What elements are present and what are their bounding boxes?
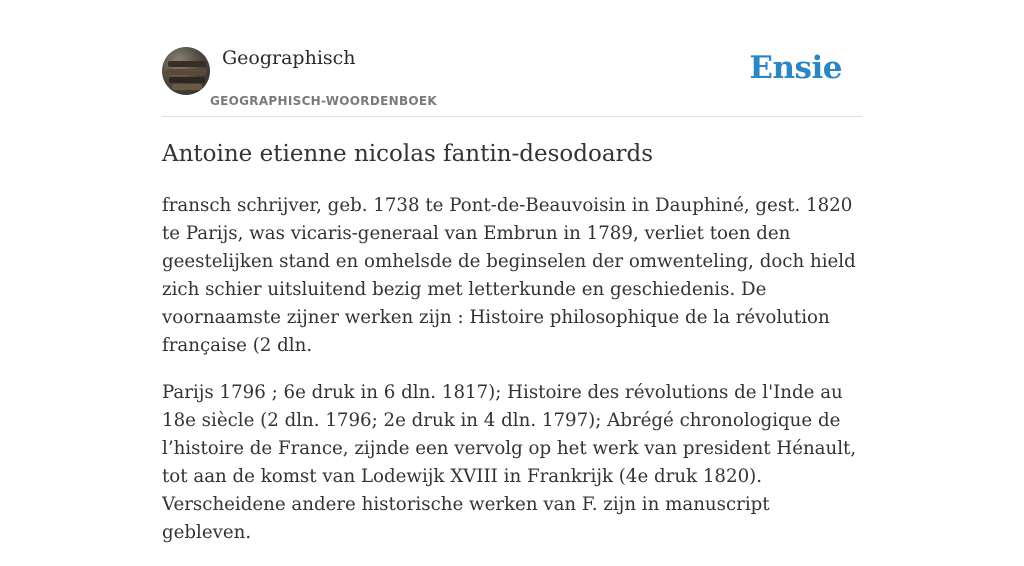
source-avatar[interactable] [162, 47, 210, 95]
article-paragraph: fransch schrijver, geb. 1738 te Pont-de-Beauvoisin in Dauphiné, gest. 1820 te Parijs, was vicaris-generaal van Embrun in 1789, verliet toen den geestelijken stand en omhelsde de beginselen der omwenteling, doch hield zich schier uitsluitend bezig met letterkunde en geschiedenis. De voornaamste zijner werken zijn : Histoire philosophique de la révolution française (2 dln. [162, 195, 856, 356]
article-title: Antoine etienne nicolas fantin-desodoards [162, 141, 654, 167]
source-subtitle: GEOGRAPHISCH-WOORDENBOEK [210, 94, 437, 108]
page [162, 0, 862, 543]
brand-logo[interactable]: Ensie [749, 50, 842, 86]
article-body [162, 192, 862, 566]
article-paragraph: Parijs 1796 ; 6e druk in 6 dln. 1817); Histoire des révolutions de l'Inde au 18e siècle (2 dln. 1796; 2e druk in 4 dln. 1797); Abrégé chronologique de l’histoire de France, zijnde een vervolg op het werk van president Hénault, tot aan de komst van Lodewijk XVIII in Frankrijk (4e druk 1820). Verscheidene andere historische werken van F. zijn in manuscript gebleven. [162, 382, 857, 543]
source-name-link[interactable]: Geographisch [222, 47, 356, 69]
header [162, 0, 862, 117]
